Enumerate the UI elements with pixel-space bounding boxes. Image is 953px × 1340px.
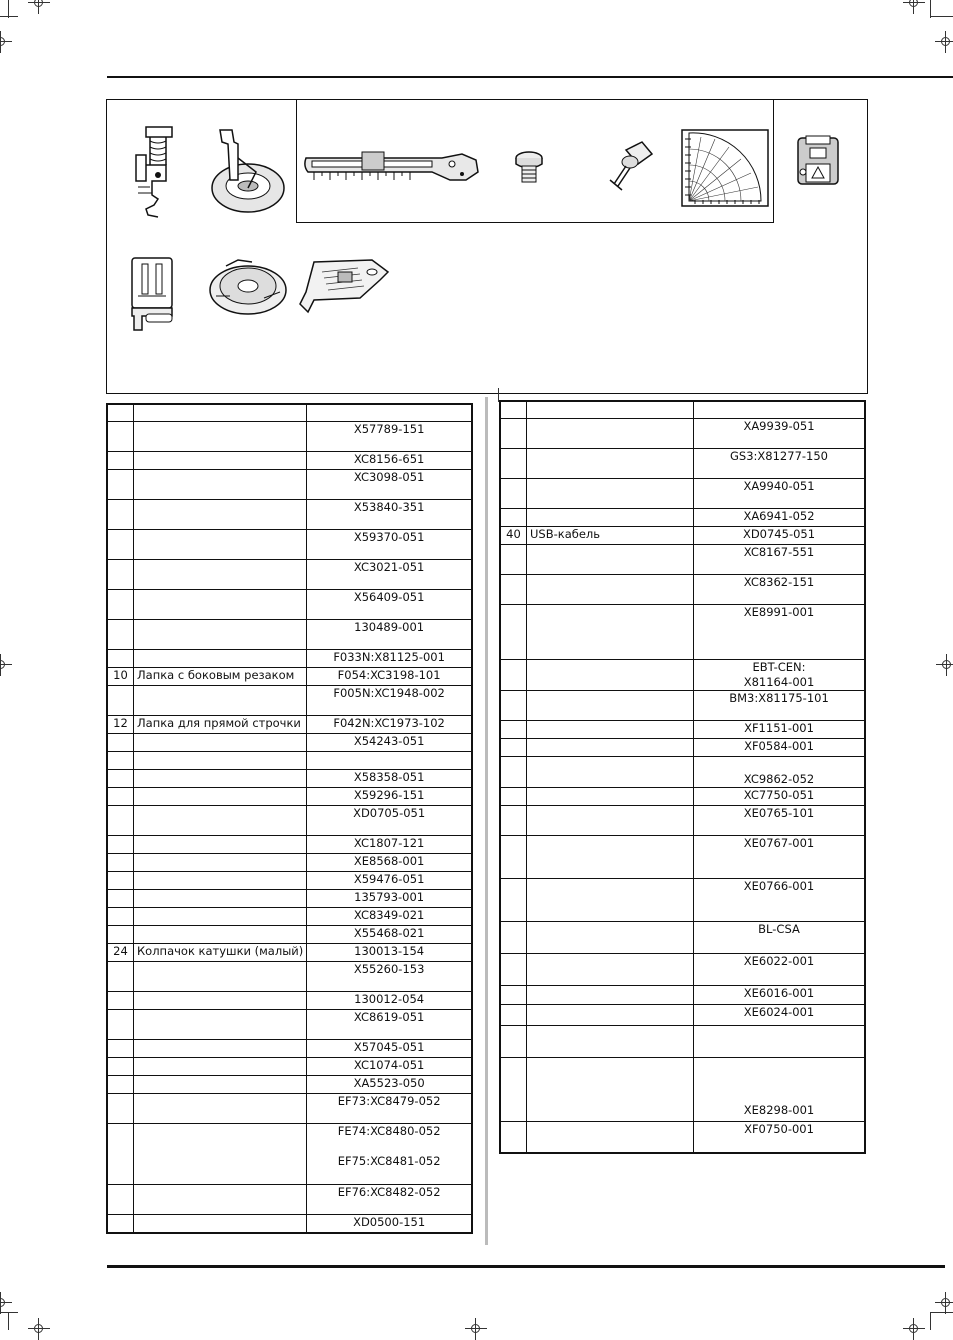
item-code: XA9940-051 bbox=[694, 478, 866, 508]
table-row bbox=[500, 1121, 865, 1153]
item-number bbox=[500, 478, 527, 508]
item-name bbox=[134, 421, 307, 451]
item-code: XE6022-001 bbox=[694, 953, 866, 985]
item-name bbox=[527, 1121, 694, 1153]
table-row bbox=[500, 1004, 865, 1025]
table-row bbox=[107, 499, 472, 529]
item-code bbox=[694, 1025, 866, 1057]
item-name: Колпачок катушки (малый) bbox=[134, 943, 307, 961]
item-number bbox=[500, 720, 527, 738]
registration-mark bbox=[0, 1292, 12, 1314]
table-row bbox=[107, 907, 472, 925]
item-number bbox=[107, 619, 134, 649]
table-row bbox=[107, 589, 472, 619]
item-number: 12 bbox=[107, 715, 134, 733]
table-row bbox=[500, 835, 865, 878]
item-name bbox=[527, 448, 694, 478]
item-name bbox=[527, 1057, 694, 1121]
item-number bbox=[500, 574, 527, 604]
item-number bbox=[500, 690, 527, 720]
camera-foot-icon bbox=[796, 134, 840, 188]
registration-mark bbox=[935, 31, 953, 53]
item-code: XE6016-001 bbox=[694, 985, 866, 1004]
item-name bbox=[134, 1009, 307, 1039]
table-row bbox=[107, 805, 472, 835]
table-row bbox=[107, 559, 472, 589]
table-row bbox=[500, 690, 865, 720]
column-divider bbox=[485, 397, 488, 1245]
item-code: XC8167-551 bbox=[694, 544, 866, 574]
item-code: XF0584-001 bbox=[694, 738, 866, 756]
item-code: X59476-051 bbox=[307, 871, 472, 889]
item-number bbox=[107, 961, 134, 991]
item-number bbox=[107, 991, 134, 1009]
item-name bbox=[527, 508, 694, 526]
item-number bbox=[500, 878, 527, 921]
table-row bbox=[500, 921, 865, 953]
item-code: XE8991-001 bbox=[694, 604, 866, 659]
crop-mark bbox=[0, 16, 18, 17]
item-code: FE74:XC8480-052 EF75:XC8481-052 bbox=[307, 1123, 472, 1184]
item-name bbox=[134, 1057, 307, 1075]
item-number bbox=[107, 1039, 134, 1057]
table-row bbox=[107, 769, 472, 787]
table-row bbox=[500, 604, 865, 659]
item-number: 24 bbox=[107, 943, 134, 961]
item-name bbox=[134, 499, 307, 529]
item-code: 130012-054 bbox=[307, 991, 472, 1009]
item-number bbox=[107, 769, 134, 787]
item-code: XE0767-001 bbox=[694, 835, 866, 878]
item-name bbox=[134, 733, 307, 751]
item-name bbox=[134, 751, 307, 769]
table-row bbox=[107, 1093, 472, 1123]
item-name: Лапка для прямой строчки bbox=[134, 715, 307, 733]
table-row bbox=[107, 619, 472, 649]
registration-mark bbox=[903, 0, 925, 14]
item-code: EF76:XC8482-052 bbox=[307, 1184, 472, 1214]
item-code: X59370-051 bbox=[307, 529, 472, 559]
item-number bbox=[107, 404, 134, 421]
table-row bbox=[107, 1184, 472, 1214]
item-code: X57045-051 bbox=[307, 1039, 472, 1057]
item-name bbox=[527, 418, 694, 448]
item-code: XC8619-051 bbox=[307, 1009, 472, 1039]
item-number bbox=[107, 649, 134, 667]
registration-mark bbox=[465, 1318, 487, 1340]
item-code: X55468-021 bbox=[307, 925, 472, 943]
item-number bbox=[107, 787, 134, 805]
item-number bbox=[500, 921, 527, 953]
item-number bbox=[500, 448, 527, 478]
item-code: XC1807-121 bbox=[307, 835, 472, 853]
item-name bbox=[527, 690, 694, 720]
item-name bbox=[134, 1039, 307, 1057]
item-code bbox=[307, 751, 472, 769]
crop-mark bbox=[930, 16, 953, 17]
item-number bbox=[500, 756, 527, 787]
table-row bbox=[107, 529, 472, 559]
item-code: XF1151-001 bbox=[694, 720, 866, 738]
item-code: XC8349-021 bbox=[307, 907, 472, 925]
item-code: GS3:X81277-150 bbox=[694, 448, 866, 478]
table-row bbox=[107, 451, 472, 469]
item-name bbox=[134, 871, 307, 889]
item-number bbox=[500, 738, 527, 756]
item-number bbox=[107, 1093, 134, 1123]
item-number bbox=[500, 418, 527, 448]
item-name bbox=[527, 953, 694, 985]
button-foot-icon bbox=[208, 128, 288, 216]
item-code: X55260-153 bbox=[307, 961, 472, 991]
item-code bbox=[694, 401, 866, 418]
item-name bbox=[134, 469, 307, 499]
item-name bbox=[527, 921, 694, 953]
registration-mark bbox=[903, 1318, 925, 1340]
table-row bbox=[107, 733, 472, 751]
crop-mark bbox=[0, 1312, 18, 1313]
item-number bbox=[500, 1004, 527, 1025]
registration-mark bbox=[0, 31, 12, 53]
item-name bbox=[134, 769, 307, 787]
item-name bbox=[134, 1214, 307, 1233]
table-row bbox=[500, 401, 865, 418]
item-name bbox=[527, 756, 694, 787]
table-row bbox=[107, 1123, 472, 1184]
item-number bbox=[500, 805, 527, 835]
item-name bbox=[527, 544, 694, 574]
table-row bbox=[107, 787, 472, 805]
item-number bbox=[107, 1075, 134, 1093]
item-code: X53840-351 bbox=[307, 499, 472, 529]
table-row bbox=[107, 1214, 472, 1233]
straight-foot-icon bbox=[128, 256, 178, 340]
item-number bbox=[107, 421, 134, 451]
table-row bbox=[107, 943, 472, 961]
table-row bbox=[107, 991, 472, 1009]
table-row bbox=[107, 404, 472, 421]
parts-table-left bbox=[106, 403, 473, 1234]
crop-mark bbox=[930, 1312, 953, 1313]
item-name bbox=[134, 1184, 307, 1214]
item-number bbox=[107, 907, 134, 925]
item-name bbox=[134, 925, 307, 943]
item-code: XE8298-001 bbox=[694, 1057, 866, 1121]
item-code: XE0766-001 bbox=[694, 878, 866, 921]
item-number bbox=[107, 871, 134, 889]
item-name bbox=[134, 404, 307, 421]
item-code: X57789-151 bbox=[307, 421, 472, 451]
table-row bbox=[107, 649, 472, 667]
item-name bbox=[527, 835, 694, 878]
item-number: 40 bbox=[500, 526, 527, 544]
registration-mark bbox=[935, 1292, 953, 1314]
table-row bbox=[107, 469, 472, 499]
registration-mark bbox=[936, 654, 953, 676]
item-name bbox=[527, 401, 694, 418]
item-number bbox=[500, 1025, 527, 1057]
item-number bbox=[107, 1214, 134, 1233]
item-name bbox=[134, 649, 307, 667]
item-number bbox=[107, 1184, 134, 1214]
item-number bbox=[107, 889, 134, 907]
bobbin-case-icon bbox=[208, 256, 288, 318]
presser-foot-icon bbox=[128, 125, 178, 217]
table-row bbox=[500, 953, 865, 985]
item-number bbox=[107, 499, 134, 529]
item-name bbox=[134, 1075, 307, 1093]
item-number bbox=[107, 451, 134, 469]
table-row bbox=[107, 961, 472, 991]
item-code: XA9939-051 bbox=[694, 418, 866, 448]
item-name bbox=[134, 559, 307, 589]
item-name bbox=[134, 1123, 307, 1184]
table-row bbox=[107, 421, 472, 451]
table-row bbox=[500, 526, 865, 544]
item-name bbox=[134, 685, 307, 715]
item-name bbox=[134, 1093, 307, 1123]
item-number bbox=[500, 659, 527, 690]
table-row bbox=[500, 878, 865, 921]
item-code: X58358-051 bbox=[307, 769, 472, 787]
item-code: 130489-001 bbox=[307, 619, 472, 649]
table-row bbox=[107, 889, 472, 907]
item-name bbox=[527, 805, 694, 835]
needle-plate-icon bbox=[298, 258, 390, 314]
item-number bbox=[500, 544, 527, 574]
item-name bbox=[527, 659, 694, 690]
item-number bbox=[107, 751, 134, 769]
table-row bbox=[107, 853, 472, 871]
item-number bbox=[107, 925, 134, 943]
table-row bbox=[107, 835, 472, 853]
item-number: 10 bbox=[107, 667, 134, 685]
table-row bbox=[107, 667, 472, 685]
item-code: XF0750-001 bbox=[694, 1121, 866, 1153]
item-number bbox=[500, 953, 527, 985]
item-number bbox=[500, 1121, 527, 1153]
item-code: XC8362-151 bbox=[694, 574, 866, 604]
item-number bbox=[107, 835, 134, 853]
item-code: BL-CSA bbox=[694, 921, 866, 953]
item-code: X54243-051 bbox=[307, 733, 472, 751]
item-code: XE8568-001 bbox=[307, 853, 472, 871]
table-row bbox=[107, 715, 472, 733]
item-number bbox=[107, 559, 134, 589]
registration-mark bbox=[0, 654, 12, 676]
item-number bbox=[107, 805, 134, 835]
registration-mark bbox=[28, 1318, 50, 1340]
item-name bbox=[134, 907, 307, 925]
screw-icon bbox=[514, 150, 544, 186]
item-name bbox=[527, 574, 694, 604]
item-code: XC3021-051 bbox=[307, 559, 472, 589]
item-number bbox=[500, 401, 527, 418]
crop-mark bbox=[930, 1312, 931, 1330]
table-row bbox=[500, 756, 865, 787]
protractor-icon bbox=[681, 129, 769, 207]
item-number bbox=[107, 1123, 134, 1184]
item-number bbox=[107, 853, 134, 871]
item-number bbox=[500, 835, 527, 878]
item-number bbox=[500, 604, 527, 659]
item-code: XC1074-051 bbox=[307, 1057, 472, 1075]
item-name bbox=[527, 1004, 694, 1025]
table-row bbox=[107, 1057, 472, 1075]
item-name bbox=[527, 985, 694, 1004]
item-number bbox=[107, 1057, 134, 1075]
table-row bbox=[107, 1009, 472, 1039]
item-number bbox=[107, 529, 134, 559]
item-code: XC9862-052 bbox=[694, 756, 866, 787]
item-code: XA6941-052 bbox=[694, 508, 866, 526]
table-row bbox=[500, 1057, 865, 1121]
item-name bbox=[134, 805, 307, 835]
item-code: XC7750-051 bbox=[694, 787, 866, 805]
item-code: XC8156-651 bbox=[307, 451, 472, 469]
item-code: X59296-151 bbox=[307, 787, 472, 805]
item-number bbox=[107, 469, 134, 499]
table-row bbox=[107, 1075, 472, 1093]
table-row bbox=[500, 805, 865, 835]
item-name: USB-кабель bbox=[527, 526, 694, 544]
item-number bbox=[500, 985, 527, 1004]
item-name bbox=[527, 878, 694, 921]
item-name bbox=[134, 991, 307, 1009]
item-code: XC3098-051 bbox=[307, 469, 472, 499]
table-row bbox=[107, 751, 472, 769]
buttonhole-foot-icon bbox=[302, 150, 480, 186]
registration-mark bbox=[28, 0, 50, 14]
item-code: EF73:XC8479-052 bbox=[307, 1093, 472, 1123]
table-row bbox=[500, 418, 865, 448]
item-number bbox=[500, 508, 527, 526]
item-number bbox=[107, 685, 134, 715]
item-name bbox=[134, 619, 307, 649]
item-name bbox=[527, 738, 694, 756]
item-code: XD0705-051 bbox=[307, 805, 472, 835]
table-row bbox=[107, 871, 472, 889]
item-code: XE6024-001 bbox=[694, 1004, 866, 1025]
header-rule bbox=[107, 76, 953, 78]
item-number bbox=[107, 589, 134, 619]
item-name bbox=[134, 589, 307, 619]
item-code: EBT-CEN: X81164-001 bbox=[694, 659, 866, 690]
item-code: F005N:XC1948-002 bbox=[307, 685, 472, 715]
item-name bbox=[134, 853, 307, 871]
item-code: F054:XC3198-101 bbox=[307, 667, 472, 685]
crop-mark bbox=[8, 1312, 9, 1330]
item-number bbox=[500, 787, 527, 805]
item-number bbox=[107, 733, 134, 751]
item-name bbox=[527, 604, 694, 659]
item-name bbox=[134, 451, 307, 469]
item-code: X56409-051 bbox=[307, 589, 472, 619]
item-number bbox=[500, 1057, 527, 1121]
table-row bbox=[500, 478, 865, 508]
item-code: F042N:XC1973-102 bbox=[307, 715, 472, 733]
item-code: 135793-001 bbox=[307, 889, 472, 907]
spool-pin-icon bbox=[604, 140, 654, 192]
item-number bbox=[107, 1009, 134, 1039]
item-code: XE0765-101 bbox=[694, 805, 866, 835]
item-code: BM3:X81175-101 bbox=[694, 690, 866, 720]
table-row bbox=[500, 448, 865, 478]
item-code: F033N:X81125-001 bbox=[307, 649, 472, 667]
item-code: XA5523-050 bbox=[307, 1075, 472, 1093]
item-name bbox=[134, 835, 307, 853]
item-name bbox=[134, 787, 307, 805]
table-row bbox=[107, 925, 472, 943]
table-row bbox=[107, 1039, 472, 1057]
table-row bbox=[500, 738, 865, 756]
item-code: XD0500-151 bbox=[307, 1214, 472, 1233]
table-row bbox=[107, 685, 472, 715]
footer-rule bbox=[107, 1265, 945, 1268]
item-name bbox=[527, 478, 694, 508]
table-row bbox=[500, 1025, 865, 1057]
item-name bbox=[527, 1025, 694, 1057]
table-row bbox=[500, 544, 865, 574]
item-name bbox=[134, 889, 307, 907]
item-name bbox=[527, 720, 694, 738]
item-code: 130013-154 bbox=[307, 943, 472, 961]
table-row bbox=[500, 659, 865, 690]
item-name bbox=[134, 529, 307, 559]
item-code bbox=[307, 404, 472, 421]
table-row bbox=[500, 720, 865, 738]
parts-table-right bbox=[499, 400, 866, 1154]
item-code: XD0745-051 bbox=[694, 526, 866, 544]
item-name bbox=[527, 787, 694, 805]
item-name bbox=[134, 961, 307, 991]
table-row bbox=[500, 574, 865, 604]
table-row bbox=[500, 508, 865, 526]
table-row bbox=[500, 985, 865, 1004]
table-row bbox=[500, 787, 865, 805]
item-name: Лапка с боковым резаком bbox=[134, 667, 307, 685]
